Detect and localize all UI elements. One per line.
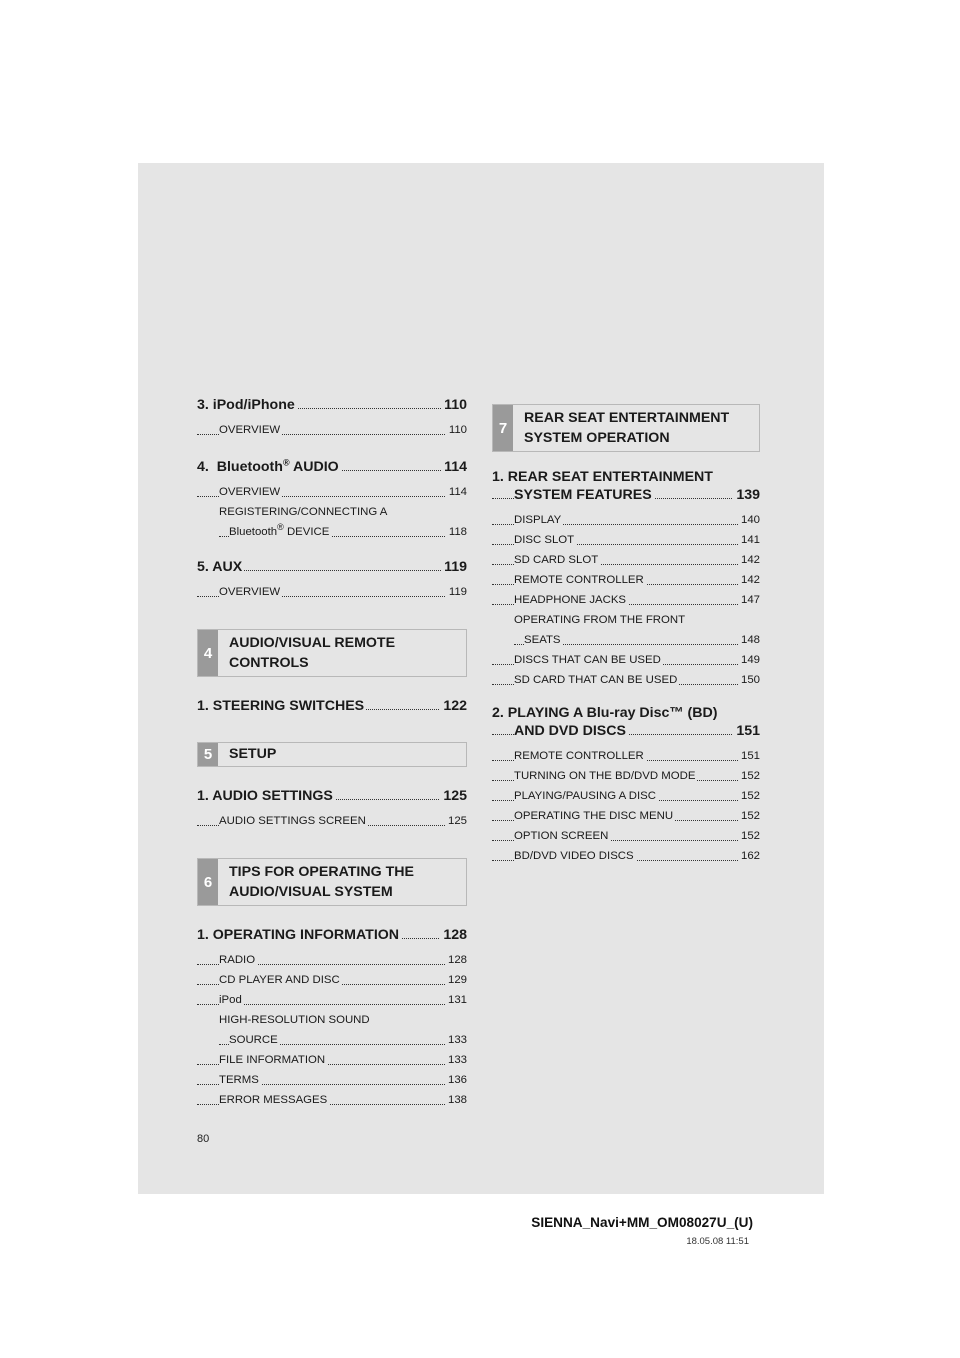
page-number: 80 [197, 1133, 210, 1145]
toc-item[interactable]: iPod 131 [197, 990, 467, 1010]
toc-item[interactable]: ERROR MESSAGES 138 [197, 1090, 467, 1110]
toc-item[interactable]: DISCS THAT CAN BE USED 149 [492, 650, 760, 670]
toc-item[interactable]: REMOTE CONTROLLER 142 [492, 570, 760, 590]
toc-section-playing-bd-dvd[interactable]: 2. PLAYING A Blu-ray Disc™ (BD) AND DVD DISCS 151 [492, 705, 760, 739]
toc-item[interactable]: HEADPHONE JACKS 147 [492, 590, 760, 610]
toc-item[interactable]: PLAYING/PAUSING A DISC 152 [492, 786, 760, 806]
chapter-title: AUDIO/VISUAL REMOTE CONTROLS [229, 635, 396, 671]
toc-item[interactable]: DISPLAY 140 [492, 510, 760, 530]
toc-section-audio-settings[interactable]: 1. AUDIO SETTINGS 125 [197, 788, 467, 804]
toc-item[interactable]: TURNING ON THE BD/DVD MODE 152 [492, 766, 760, 786]
toc-item[interactable]: OVERVIEW 114 [197, 482, 467, 502]
print-timestamp: 18.05.08 11:51 [686, 1236, 749, 1247]
toc-left-column [197, 396, 467, 1110]
chapter-header-5 [197, 742, 467, 767]
toc-item[interactable]: REMOTE CONTROLLER 151 [492, 746, 760, 766]
chapter-tab: 4 [198, 630, 218, 676]
toc-section-operating-information[interactable]: 1. OPERATING INFORMATION 128 [197, 927, 467, 943]
chapter-title: REAR SEAT ENTERTAINMENT SYSTEM OPERATION [524, 410, 730, 446]
toc-item[interactable]: FILE INFORMATION 133 [197, 1050, 467, 1070]
toc-item[interactable]: OVERVIEW 119 [197, 582, 467, 602]
toc-right-column [492, 404, 760, 866]
toc-item[interactable]: AUDIO SETTINGS SCREEN 125 [197, 811, 467, 831]
chapter-header-6 [197, 858, 467, 906]
toc-item[interactable]: CD PLAYER AND DISC 129 [197, 970, 467, 990]
toc-item[interactable]: DISC SLOT 141 [492, 530, 760, 550]
toc-item[interactable]: SD CARD SLOT 142 [492, 550, 760, 570]
toc-item[interactable]: TERMS 136 [197, 1070, 467, 1090]
toc-item[interactable]: BD/DVD VIDEO DISCS 162 [492, 846, 760, 866]
toc-item[interactable]: OPERATING FROM THE FRONT SEATS 148 [492, 610, 760, 650]
document-code: SIENNA_Navi+MM_OM08027U_(U) [531, 1215, 753, 1230]
toc-section-bluetooth-audio[interactable]: 4. Bluetooth® AUDIO 114 [197, 457, 467, 475]
chapter-header-7 [492, 404, 760, 452]
chapter-tab: 7 [493, 405, 513, 451]
toc-item[interactable]: RADIO 128 [197, 950, 467, 970]
toc-item[interactable]: HIGH-RESOLUTION SOUND SOURCE 133 [197, 1010, 467, 1050]
chapter-tab: 6 [198, 859, 218, 905]
toc-section-ipod[interactable]: 3. iPod/iPhone 110 [197, 397, 467, 413]
toc-item[interactable]: REGISTERING/CONNECTING A Bluetooth® DEVICE 118 [197, 502, 467, 542]
toc-item[interactable]: SD CARD THAT CAN BE USED 150 [492, 670, 760, 690]
chapter-title: TIPS FOR OPERATING THE AUDIO/VISUAL SYSTEM [229, 864, 414, 900]
toc-item[interactable]: OPERATING THE DISC MENU 152 [492, 806, 760, 826]
toc-item[interactable]: OPTION SCREEN 152 [492, 826, 760, 846]
toc-item[interactable]: OVERVIEW 110 [197, 420, 467, 440]
chapter-title: SETUP [229, 746, 277, 762]
chapter-header-4 [197, 629, 467, 677]
toc-section-aux[interactable]: 5. AUX 119 [197, 559, 467, 575]
chapter-tab: 5 [198, 743, 218, 766]
toc-section-rear-seat-features[interactable]: 1. REAR SEAT ENTERTAINMENT SYSTEM FEATURES 139 [492, 469, 760, 503]
toc-section-steering-switches[interactable]: 1. STEERING SWITCHES 122 [197, 698, 467, 714]
